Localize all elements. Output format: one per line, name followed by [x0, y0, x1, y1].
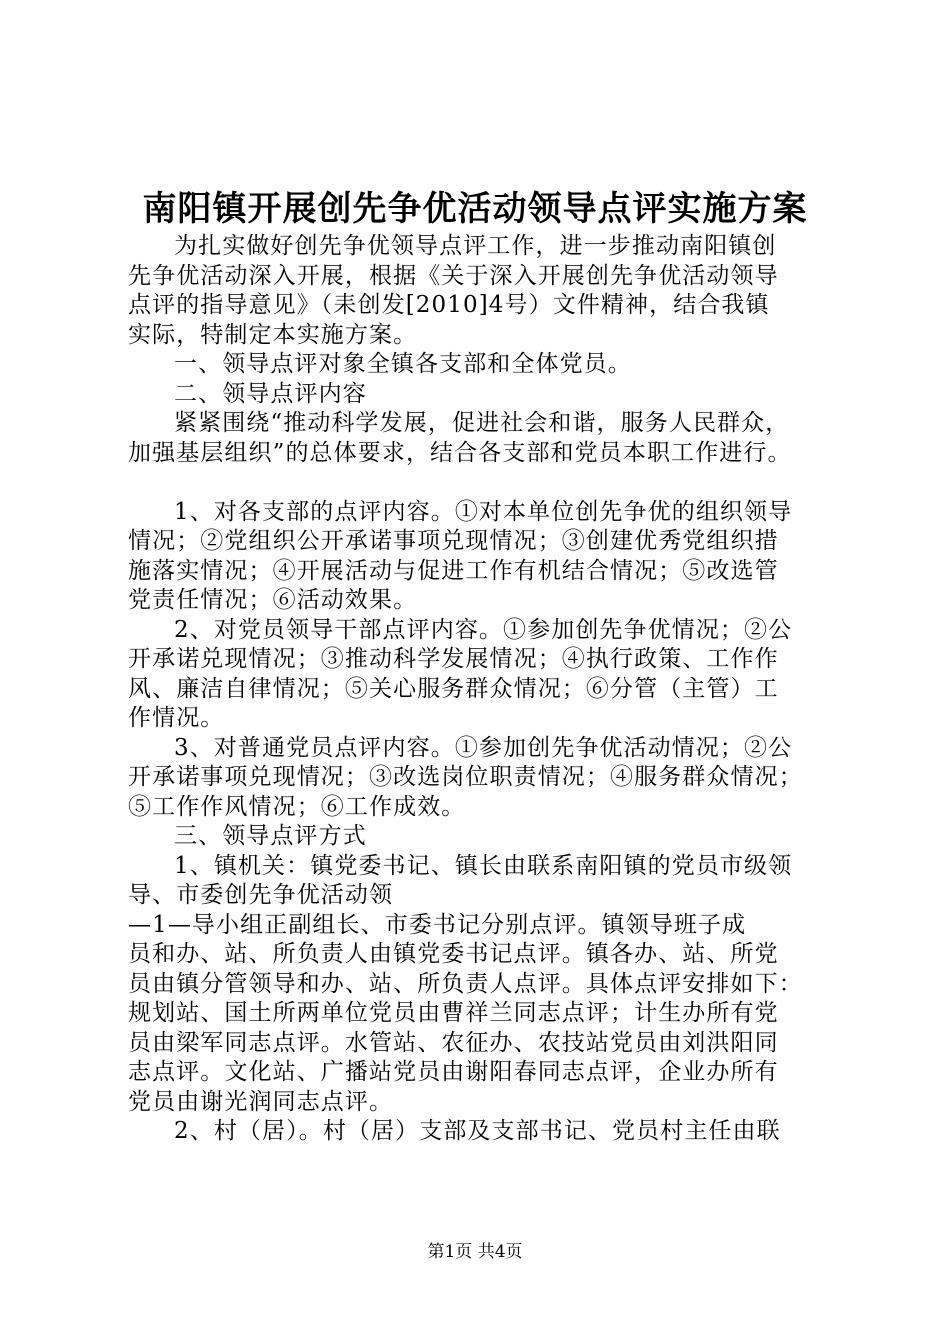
paragraph-line: 3、对普通党员点评内容。①参加创先争优活动情况；②公: [174, 734, 793, 761]
paragraph-line: 紧紧围绕“推动科学发展，促进社会和谐，服务人民群众，: [174, 410, 790, 436]
paragraph-line: 员和办、站、所负责人由镇党委书记点评。镇各办、站、所党: [128, 941, 779, 967]
paragraph-line: 导、市委创先争优活动领: [128, 882, 394, 908]
page-footer: 第1页 共4页: [427, 1242, 523, 1262]
paragraph-line: 情况；②党组织公开承诺事项兑现情况；③创建优秀党组织措: [128, 528, 779, 554]
document-body: [128, 232, 828, 1147]
paragraph-line: —1—导小组正副组长、市委书记分别点评。镇领导班子成: [128, 911, 747, 938]
section-heading: 三、领导点评方式: [174, 823, 367, 849]
paragraph-line: 开承诺兑现情况；③推动科学发展情况；④执行政策、工作作: [128, 646, 779, 672]
paragraph-line: 1、镇机关：镇党委书记、镇长由联系南阳镇的党员市级领: [174, 852, 793, 879]
paragraph-line: 2、对党员领导干部点评内容。①参加创先争优情况；②公: [174, 616, 793, 643]
paragraph-line: 风、廉洁自律情况；⑤关心服务群众情况；⑥分管（主管）工: [128, 675, 779, 702]
paragraph-line: 为扎实做好创先争优领导点评工作，进一步推动南阳镇创: [174, 233, 777, 259]
paragraph-line: 党责任情况；⑥活动效果。: [128, 587, 418, 613]
paragraph-line: 作情况。: [128, 705, 225, 731]
paragraph-line: 员由梁军同志点评。水管站、农征办、农技站党员由刘洪阳同: [128, 1029, 779, 1056]
paragraph-line: 开承诺事项兑现情况；③改选岗位职责情况；④服务群众情况；: [128, 764, 803, 790]
paragraph-line: 员由镇分管领导和办、站、所负责人点评。具体点评安排如下：: [128, 970, 803, 997]
paragraph-line: 1、对各支部的点评内容。①对本单位创先争优的组织领导: [174, 498, 793, 525]
section-heading: 二、领导点评内容: [174, 380, 367, 407]
blank-line: [128, 468, 828, 498]
paragraph-line: 志点评。文化站、广播站党员由谢阳春同志点评，企业办所有: [128, 1059, 779, 1085]
paragraph-line: 施落实情况；④开展活动与促进工作有机结合情况；⑤改选管: [128, 557, 779, 584]
paragraph-line: 规划站、国土所两单位党员由曹祥兰同志点评；计生办所有党: [128, 1000, 779, 1026]
paragraph-line: 2、村（居）。村（居）支部及支部书记、党员村主任由联: [174, 1118, 781, 1144]
paragraph-line: ⑤工作作风情况；⑥工作成效。: [128, 793, 466, 820]
paragraph-line: 加强基层组织”的总体要求，结合各支部和党员本职工作进行。: [128, 439, 792, 466]
paragraph-line: 党员由谢光润同志点评。: [128, 1088, 394, 1115]
paragraph-line: 先争优活动深入开展，根据《关于深入开展创先争优活动领导: [128, 262, 779, 289]
paragraph-line: 点评的指导意见》（耒创发[2010]4号）文件精神，结合我镇: [128, 292, 770, 318]
document-title: 南阳镇开展创先争优活动领导点评实施方案: [142, 189, 808, 229]
paragraph-line: 实际，特制定本实施方案。: [128, 321, 418, 348]
section-heading: 一、领导点评对象全镇各支部和全体党员。: [174, 351, 632, 377]
